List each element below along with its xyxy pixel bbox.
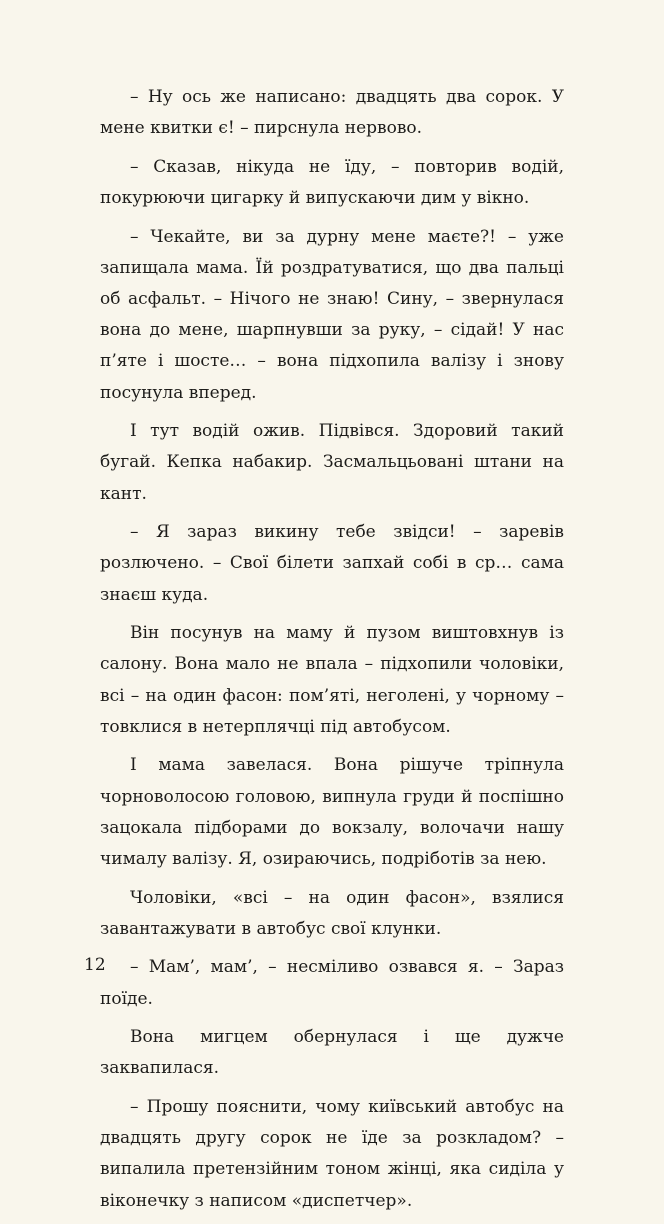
body-text: [100, 82, 564, 1224]
paragraph-6: Він посунув на маму й пузом виштовхнув із салону. Вона мало не впала – підхопили чоловіки, всі – на один фасон: пом’яті, неголені, у чорному – товклися в нетерплячці під автобусом.: [100, 623, 564, 737]
paragraph-5: – Я зараз викину тебе звідси! – заревів розлючено. – Свої білети запхай собі в ср… сама знаєш куда.: [100, 522, 564, 605]
paragraph-11: – Прошу пояснити, чому київський автобус на двадцять другу сорок не їде за розкладом? – випалила претензійним тоном жінці, яка сиділа у віконечку з написом «диспетчер».: [100, 1097, 564, 1211]
paragraph-2: – Сказав, нікуда не їду, – повторив водій, покурюючи цигарку й випускаючи дим у вікно.: [100, 156, 564, 208]
paragraph-10: Вона мигцем обернулася і ще дужче заквапилася.: [100, 1027, 564, 1079]
paragraph-1: – Ну ось же написано: двадцять два сорок. У мене квитки є! – пирснула нервово.: [100, 87, 564, 139]
page-number: 12: [84, 955, 106, 975]
paragraph-3: – Чекайте, ви за дурну мене маєте?! – уже запищала мама. Їй роздратуватися, що два пальці об асфальт. – Нічого не знаю! Сину, – звернулася вона до мене, шарпнувши за руку, – сідай! У нас п’яте і шосте… – вона підхопила валізу і знову посунула вперед.: [100, 226, 564, 403]
paragraph-9: – Мам’, мам’, – несміливо озвався я. – Зараз поїде.: [100, 957, 564, 1009]
paragraph-7: І мама завелася. Вона рішуче тріпнула чорноволосою головою, випнула груди й поспішно зацокала підборами до вокзалу, волочачи нашу чималу валізу. Я, озираючись, подріботів за нею.: [100, 755, 564, 870]
paragraph-8: Чоловіки, «всі – на один фасон», взялися завантажувати в автобус свої клунки.: [100, 887, 564, 939]
paragraph-4: І тут водій ожив. Підвівся. Здоровий такий бугай. Кепка набакир. Засмальцьовані штани на кант.: [100, 421, 564, 504]
